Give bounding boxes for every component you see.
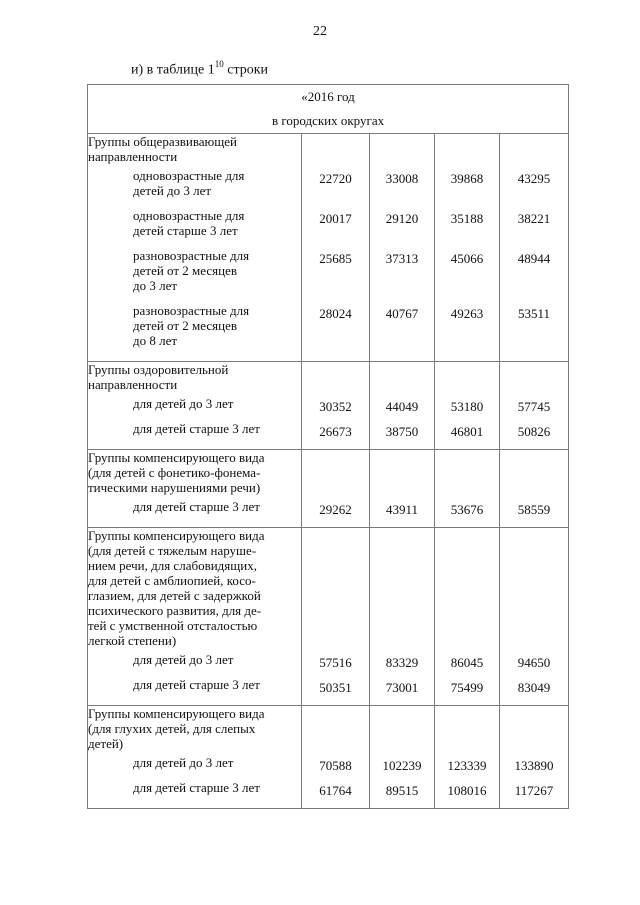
value: 33008 (385, 171, 419, 186)
row-label (88, 208, 301, 238)
group-title (88, 450, 301, 495)
group-title-line: глазием, для детей с задержкой (88, 588, 261, 603)
value-cell (302, 528, 370, 706)
value-cell (500, 706, 569, 809)
row-label-line: одновозрастные для (133, 208, 245, 223)
row-label-line: разновозрастные для (133, 248, 250, 263)
row-label (88, 168, 301, 198)
data-table (87, 84, 569, 809)
value: 28024 (319, 306, 352, 321)
value: 48944 (517, 251, 551, 266)
value-spacer (500, 362, 568, 399)
row-label-line: для детей до 3 лет (133, 652, 234, 667)
value: 53180 (450, 399, 484, 414)
value: 37313 (385, 251, 419, 266)
value-spacer (500, 450, 568, 502)
value-cell (302, 706, 370, 809)
value: 108016 (447, 783, 487, 798)
group-row (88, 134, 569, 362)
group-title (88, 706, 301, 751)
value: 35188 (450, 211, 484, 226)
value: 40767 (385, 306, 419, 321)
value-spacer (302, 450, 369, 502)
value-spacer (370, 528, 434, 655)
row-label-line: до 3 лет (133, 278, 178, 293)
group-label-cell (88, 362, 302, 450)
value: 38750 (385, 424, 419, 439)
group-label-cell (88, 450, 302, 528)
intro-line (131, 60, 268, 79)
group-title-line: нием речи, для слабовидящих, (88, 558, 257, 573)
row-label (88, 677, 301, 692)
value: 30352 (319, 399, 352, 414)
row-label-line: для детей старше 3 лет (133, 421, 260, 436)
value-spacer (435, 450, 499, 502)
row-label (88, 396, 301, 411)
value-cell (435, 528, 500, 706)
group-label-cell (88, 528, 302, 706)
value: 83049 (517, 680, 551, 695)
value-cell (500, 362, 569, 450)
row-label-line: детей до 3 лет (133, 183, 212, 198)
value: 22720 (319, 171, 352, 186)
group-title-line: Группы оздоровительной (88, 362, 229, 377)
value-spacer (500, 706, 568, 758)
value-cell (500, 528, 569, 706)
value-cell (302, 450, 370, 528)
group-title-line: легкой степени) (88, 633, 177, 648)
value: 45066 (450, 251, 484, 266)
value: 86045 (450, 655, 484, 670)
value-cell (370, 528, 435, 706)
row-label (88, 755, 301, 770)
value-spacer (500, 134, 568, 171)
value: 43911 (385, 502, 419, 517)
value: 61764 (319, 783, 352, 798)
row-label-line: разновозрастные для (133, 303, 250, 318)
row-label-line: для детей до 3 лет (133, 755, 234, 770)
table-header (88, 85, 569, 134)
value: 75499 (450, 680, 484, 695)
header-area: в городских округах (271, 113, 385, 128)
value: 25685 (319, 251, 352, 266)
intro-prefix: и) в таблице 1 (131, 62, 215, 78)
value-cell (435, 450, 500, 528)
value: 58559 (517, 502, 551, 517)
value: 50351 (319, 680, 352, 695)
row-label-line: одновозрастные для (133, 168, 245, 183)
value: 70588 (319, 758, 352, 773)
group-label-cell (88, 134, 302, 362)
group-title-line: детей) (88, 736, 124, 751)
value: 102239 (382, 758, 422, 773)
value: 53676 (450, 502, 484, 517)
table-body (88, 134, 569, 809)
group-title-line: Группы компенсирующего вида (88, 706, 265, 721)
value: 89515 (385, 783, 419, 798)
row-label-line: для детей до 3 лет (133, 396, 234, 411)
value-spacer (500, 528, 568, 655)
value-spacer (435, 528, 499, 655)
value: 57516 (319, 655, 352, 670)
value: 29120 (385, 211, 419, 226)
row-label-line: до 8 лет (133, 333, 178, 348)
row-label-line: детей старше 3 лет (133, 223, 238, 238)
value: 44049 (385, 399, 419, 414)
value-cell (435, 362, 500, 450)
value-cell (370, 450, 435, 528)
value-spacer (302, 706, 369, 758)
value-spacer (302, 528, 369, 655)
value-spacer (435, 362, 499, 399)
group-title-line: тическими нарушениями речи) (88, 480, 261, 495)
row-label (88, 421, 301, 436)
value: 39868 (450, 171, 484, 186)
header-year: «2016 год (301, 89, 355, 104)
value: 73001 (385, 680, 419, 695)
value: 43295 (517, 171, 551, 186)
row-label-line: детей от 2 месяцев (133, 318, 237, 333)
row-label-line: детей от 2 месяцев (133, 263, 237, 278)
group-title-line: (для детей с тяжелым наруше- (88, 543, 257, 558)
group-title-line: Группы компенсирующего вида (88, 450, 265, 465)
value: 26673 (319, 424, 352, 439)
value-spacer (435, 706, 499, 758)
value-spacer (370, 450, 434, 502)
group-title-line: направленности (88, 149, 178, 164)
value: 46801 (450, 424, 484, 439)
value-spacer (370, 134, 434, 171)
value-cell (370, 706, 435, 809)
value: 20017 (319, 211, 352, 226)
value-cell (302, 362, 370, 450)
value-spacer (370, 362, 434, 399)
group-title (88, 528, 301, 648)
row-label (88, 499, 301, 514)
value-spacer (302, 362, 369, 399)
intro-superscript: 10 (214, 59, 224, 69)
row-label-line: для детей старше 3 лет (133, 499, 260, 514)
value-cell (500, 134, 569, 362)
row-label-line: для детей старше 3 лет (133, 677, 260, 692)
value-cell (302, 134, 370, 362)
row-label (88, 248, 301, 293)
value-spacer (370, 706, 434, 758)
group-label-cell (88, 706, 302, 809)
group-title-line: тей с умственной отсталостью (88, 618, 258, 633)
value: 49263 (450, 306, 484, 321)
row-label (88, 780, 301, 795)
value-spacer (302, 134, 369, 171)
group-row (88, 362, 569, 450)
value-cell (370, 134, 435, 362)
row-label-line: для детей старше 3 лет (133, 780, 260, 795)
row-label (88, 303, 301, 348)
value-cell (435, 134, 500, 362)
value-cell (500, 450, 569, 528)
group-title-line: Группы компенсирующего вида (88, 528, 265, 543)
group-row (88, 450, 569, 528)
value: 38221 (517, 211, 551, 226)
value: 29262 (319, 502, 352, 517)
value: 94650 (517, 655, 551, 670)
group-row (88, 528, 569, 706)
value: 123339 (447, 758, 487, 773)
group-title (88, 134, 301, 164)
value: 50826 (517, 424, 551, 439)
group-title-line: Группы общеразвивающей (88, 134, 238, 149)
value-spacer (435, 134, 499, 171)
value-cell (435, 706, 500, 809)
group-title (88, 362, 301, 392)
value: 117267 (514, 783, 554, 798)
group-title-line: для детей с амблиопией, косо- (88, 573, 256, 588)
value-cell (370, 362, 435, 450)
page-number: 22 (313, 24, 327, 39)
value: 57745 (517, 399, 551, 414)
intro-suffix: строки (223, 62, 269, 78)
group-row (88, 706, 569, 809)
value: 53511 (518, 306, 551, 321)
value: 83329 (385, 655, 419, 670)
value: 133890 (514, 758, 554, 773)
row-label (88, 652, 301, 667)
group-title-line: (для глухих детей, для слепых (88, 721, 256, 736)
group-title-line: (для детей с фонетико-фонема- (88, 465, 261, 480)
group-title-line: психического развития, для де- (88, 603, 262, 618)
group-title-line: направленности (88, 377, 178, 392)
